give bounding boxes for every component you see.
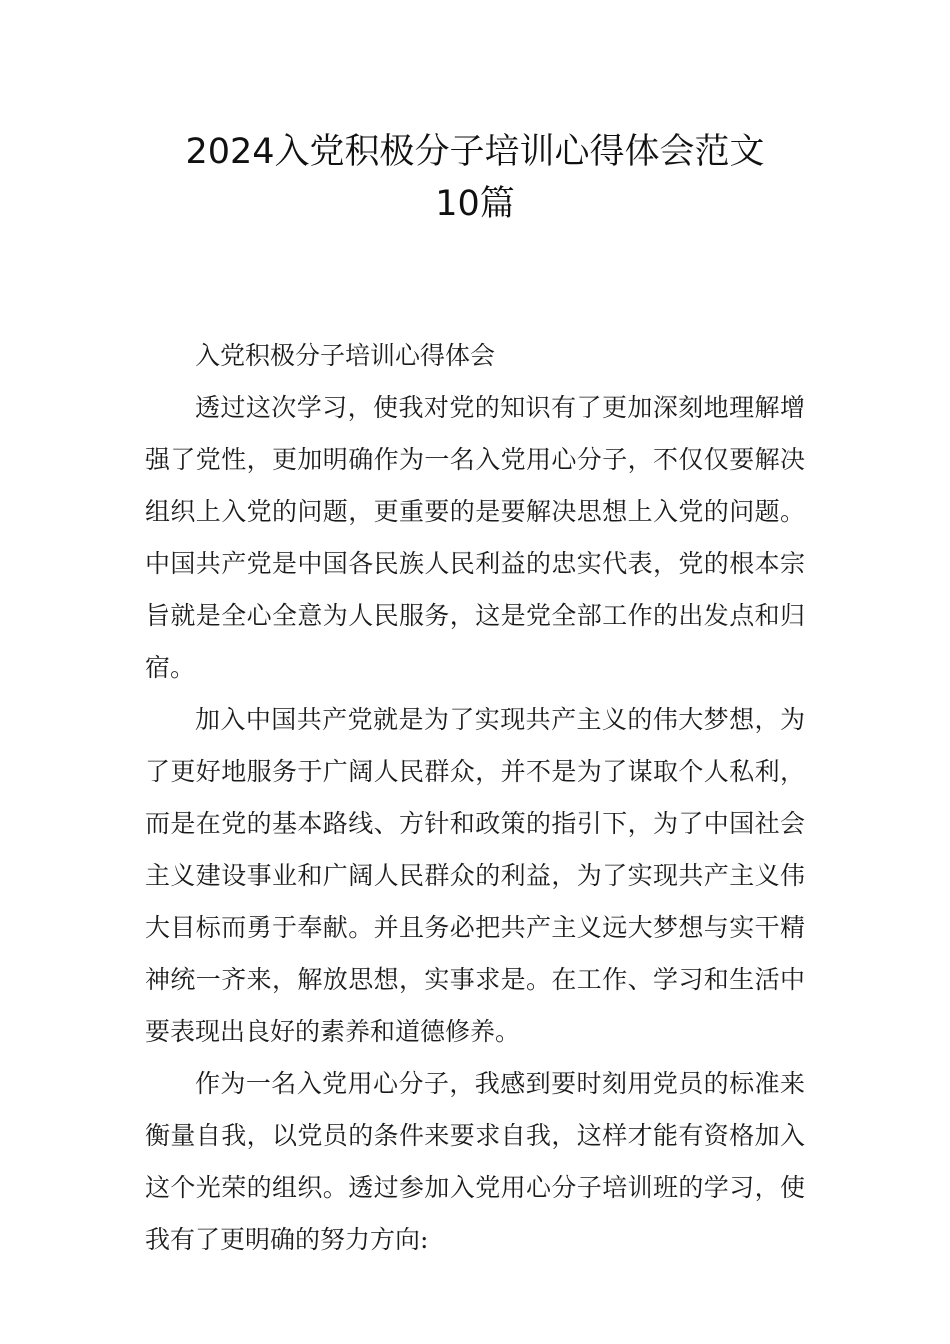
document-title-line-2: 10篇 (435, 184, 515, 224)
document-body (145, 330, 805, 1266)
section-heading: 入党积极分子培训心得体会 (195, 341, 496, 370)
document-title (120, 126, 830, 230)
paragraph-3: 作为一名入党用心分子，我感到要时刻用党员的标准来衡量自我，以党员的条件来要求自我，这样才能有资格加入这个光荣的组织。透过参加入党用心分子培训班的学习，使我有了更明确的努力方向: (145, 1069, 805, 1254)
document-title-line-1: 2024入党积极分子培训心得体会范文 (185, 132, 765, 172)
paragraph-1: 透过这次学习，使我对党的知识有了更加深刻地理解增强了党性，更加明确作为一名入党用心分子，不仅仅要解决组织上入党的问题，更重要的是要解决思想上入党的问题。中国共产党是中国各民族人民利益的忠实代表，党的根本宗旨就是全心全意为人民服务，这是党全部工作的出发点和归宿。 (145, 393, 805, 682)
paragraph-2: 加入中国共产党就是为了实现共产主义的伟大梦想，为了更好地服务于广阔人民群众，并不是为了谋取个人私利，而是在党的基本路线、方针和政策的指引下，为了中国社会主义建设事业和广阔人民群众的利益，为了实现共产主义伟大目标而勇于奉献。并且务必把共产主义远大梦想与实干精神统一齐来，解放思想，实事求是。在工作、学习和生活中要表现出良好的素养和道德修养。 (145, 705, 805, 1046)
